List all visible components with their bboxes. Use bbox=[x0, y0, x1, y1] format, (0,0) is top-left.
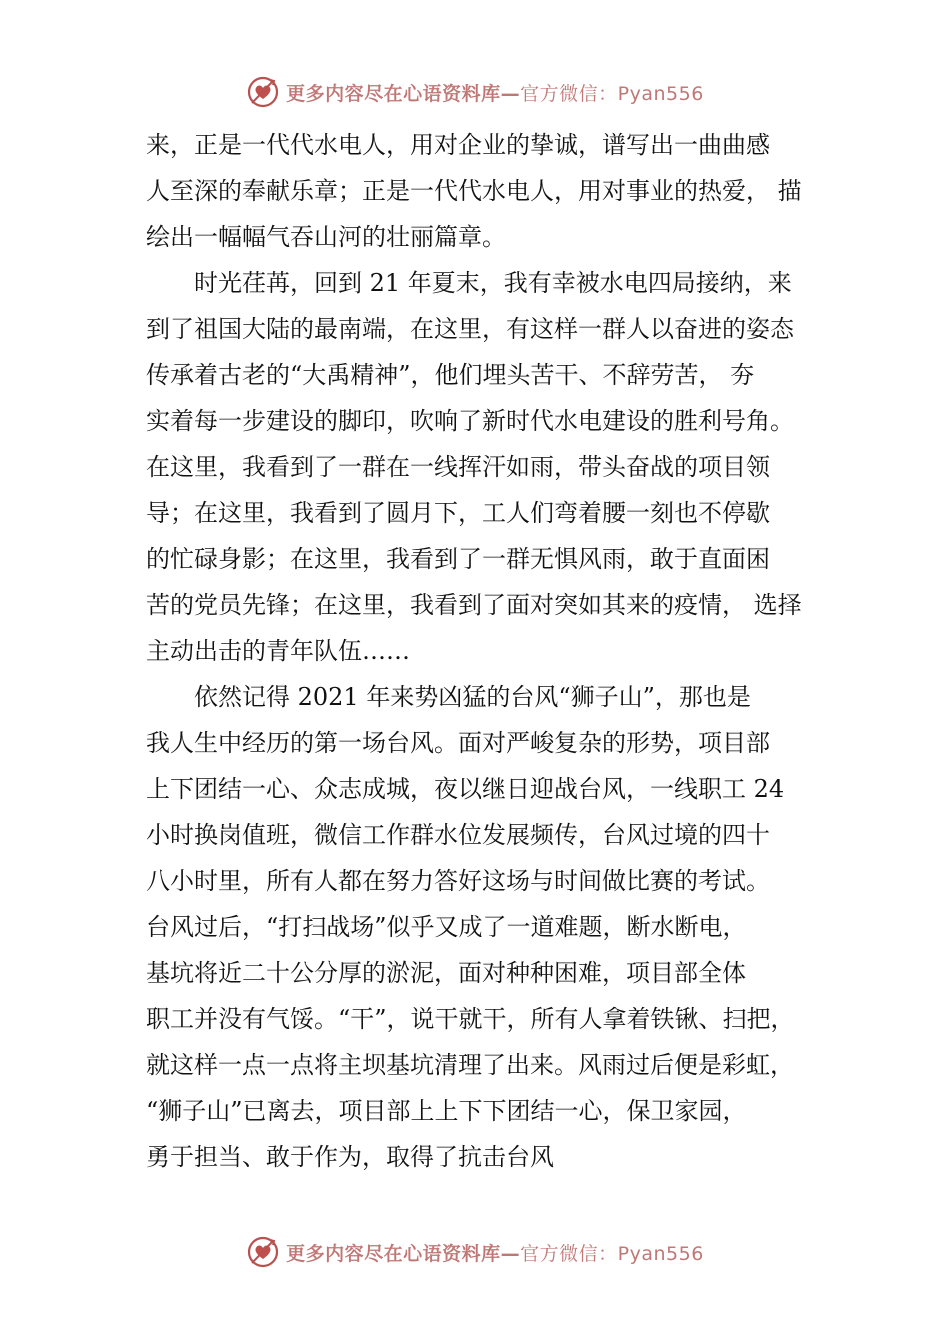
text-line: 时光荏苒，回到 21 年夏末，我有幸被水电四局接纳，来 bbox=[194, 269, 792, 297]
text-line: 八小时里，所有人都在努力答好这场与时间做比赛的考试。 bbox=[146, 867, 770, 895]
header-banner-suffix: 官方微信：Pyan556 bbox=[520, 82, 704, 105]
text-line: 小时换岗值班，微信工作群水位发展频传，台风过境的四十 bbox=[146, 821, 770, 849]
text-line: 就这样一点一点将主坝基坑清理了出来。风雨过后便是彩虹， bbox=[146, 1051, 794, 1079]
text-line: 来，正是一代代水电人，用对企业的挚诚，谱写出一曲曲感 bbox=[146, 131, 770, 159]
header-banner bbox=[0, 72, 950, 112]
text-line: 上下团结一心、众志成城，夜以继日迎战台风，一线职工 24 bbox=[146, 775, 785, 803]
header-banner-main: 更多内容尽在心语资料库— bbox=[286, 82, 521, 105]
footer-banner bbox=[0, 1232, 950, 1272]
text-line: 勇于担当、敢于作为，取得了抗击台风 bbox=[146, 1143, 554, 1171]
text-line: 的忙碌身影；在这里，我看到了一群无惧风雨，敢于直面困 bbox=[146, 545, 770, 573]
text-line: 我人生中经历的第一场台风。面对严峻复杂的形势，项目部 bbox=[146, 729, 770, 757]
document-body bbox=[146, 122, 816, 1180]
heart-logo-icon bbox=[246, 1235, 280, 1269]
text-line: 人至深的奉献乐章；正是一代代水电人，用对事业的热爱， 描 bbox=[146, 177, 802, 205]
footer-banner-text bbox=[286, 1239, 704, 1266]
text-line: “狮子山”已离去，项目部上上下下团结一心，保卫家园， bbox=[146, 1097, 747, 1125]
text-line: 主动出击的青年队伍…… bbox=[146, 637, 410, 665]
text-line: 在这里，我看到了一群在一线挥汗如雨，带头奋战的项目领 bbox=[146, 453, 770, 481]
footer-banner-suffix: 官方微信：Pyan556 bbox=[520, 1242, 704, 1265]
text-line: 实着每一步建设的脚印，吹响了新时代水电建设的胜利号角。 bbox=[146, 407, 794, 435]
text-line: 职工并没有气馁。“干”，说干就干，所有人拿着铁锹、扫把， bbox=[146, 1005, 795, 1033]
header-banner-text bbox=[286, 79, 704, 106]
footer-banner-main: 更多内容尽在心语资料库— bbox=[286, 1242, 521, 1265]
text-line: 依然记得 2021 年来势凶猛的台风“狮子山”，那也是 bbox=[194, 683, 751, 711]
text-line: 绘出一幅幅气吞山河的壮丽篇章。 bbox=[146, 223, 506, 251]
text-line: 到了祖国大陆的最南端，在这里，有这样一群人以奋进的姿态 bbox=[146, 315, 794, 343]
text-line: 基坑将近二十公分厚的淤泥，面对种种困难，项目部全体 bbox=[146, 959, 746, 987]
text-line: 台风过后，“打扫战场”似乎又成了一道难题，断水断电， bbox=[146, 913, 747, 941]
heart-logo-icon bbox=[246, 75, 280, 109]
text-line: 导；在这里，我看到了圆月下，工人们弯着腰一刻也不停歇 bbox=[146, 499, 770, 527]
text-line: 传承着古老的“大禹精神”，他们埋头苦干、不辞劳苦， 夯 bbox=[146, 361, 755, 389]
text-line: 苦的党员先锋；在这里，我看到了面对突如其来的疫情， 选择 bbox=[146, 591, 802, 619]
